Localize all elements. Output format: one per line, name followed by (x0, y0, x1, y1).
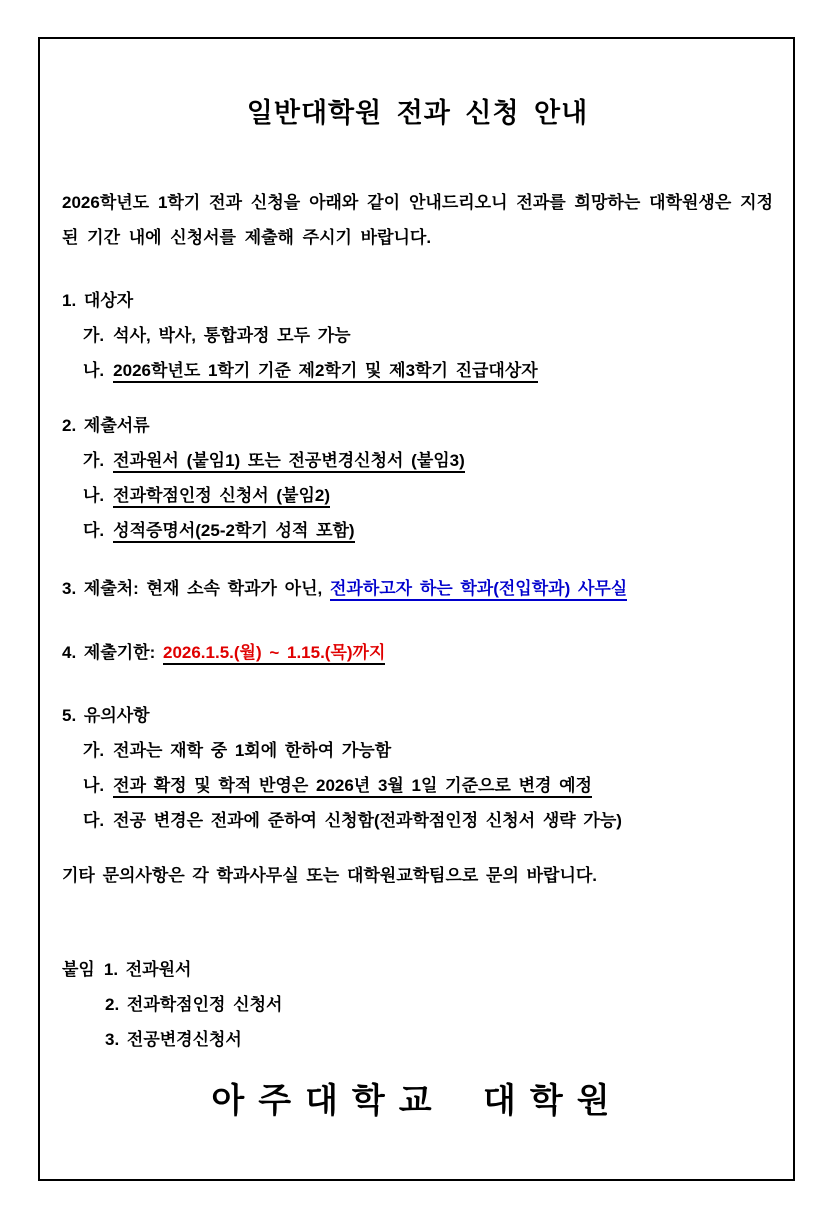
page-title: 일반대학원 전과 신청 안내 (246, 98, 589, 128)
deadline-prefix: 4. 제출기한: (62, 643, 156, 662)
attachment-text: 2. 전과학점인정 신청서 (105, 995, 283, 1014)
item-text: 전과는 재학 중 1회에 한하여 가능함 (113, 741, 392, 760)
submission-place-prefix: 3. 제출처: 현재 소속 학과가 아닌, (62, 579, 323, 598)
list-item (62, 443, 773, 478)
list-item (62, 318, 773, 353)
section-deadline (62, 635, 773, 670)
document-border (38, 37, 795, 1181)
item-text-emphasized: 성적증명서(25-2학기 성적 포함) (113, 521, 354, 543)
section-submission-place (62, 571, 773, 606)
attachment-text: 3. 전공변경신청서 (105, 1030, 242, 1049)
item-marker: 가. (83, 741, 105, 760)
item-text-emphasized: 전과학점인정 신청서 (붙임2) (113, 486, 330, 508)
item-text: 석사, 박사, 통합과정 모두 가능 (113, 326, 351, 345)
item-text: 전공 변경은 전과에 준하여 신청함(전과학점인정 신청서 생략 가능) (113, 811, 622, 830)
list-item (62, 478, 773, 513)
deadline-emphasis: 2026.1.5.(월) ~ 1.15.(목)까지 (163, 643, 385, 665)
item-text-emphasized: 2026학년도 1학기 기준 제2학기 및 제3학기 진급대상자 (113, 361, 538, 383)
item-marker: 나. (83, 486, 105, 505)
list-item (62, 733, 773, 768)
attachment-item (62, 987, 773, 1022)
item-marker: 가. (83, 326, 105, 345)
attachment-item (62, 952, 773, 987)
document-content (40, 95, 793, 1120)
item-marker: 다. (83, 811, 105, 830)
item-marker: 가. (83, 451, 105, 470)
section-eligibility (62, 283, 773, 388)
submission-place-emphasis: 전과하고자 하는 학과(전입학과) 사무실 (330, 579, 627, 601)
university-footer: 아주대학교 대학원 (211, 1082, 624, 1120)
item-marker: 나. (83, 776, 105, 795)
section-heading: 2. 제출서류 (62, 416, 150, 435)
list-item (62, 353, 773, 388)
attachments-label: 붙임 (62, 960, 95, 979)
list-item (62, 803, 773, 838)
item-marker: 나. (83, 361, 105, 380)
contact-note: 기타 문의사항은 각 학과사무실 또는 대학원교학팀으로 문의 바랍니다. (62, 866, 598, 885)
attachment-item (62, 1022, 773, 1057)
item-text-emphasized: 전과원서 (붙임1) 또는 전공변경신청서 (붙임3) (113, 451, 465, 473)
section-heading: 5. 유의사항 (62, 706, 150, 725)
item-marker: 다. (83, 521, 105, 540)
attachments-list (62, 952, 773, 1057)
section-heading: 1. 대상자 (62, 291, 134, 310)
item-text-emphasized: 전과 확정 및 학적 반영은 2026년 3월 1일 기준으로 변경 예정 (113, 776, 592, 798)
list-item (62, 768, 773, 803)
intro-paragraph: 2026학년도 1학기 전과 신청을 아래와 같이 안내드리오니 전과를 희망하는 대학원생은 지정된 기간 내에 신청서를 제출해 주시기 바랍니다. (62, 193, 773, 247)
list-item (62, 513, 773, 548)
attachment-text: 1. 전과원서 (103, 960, 192, 979)
section-documents (62, 408, 773, 548)
section-notes (62, 698, 773, 838)
